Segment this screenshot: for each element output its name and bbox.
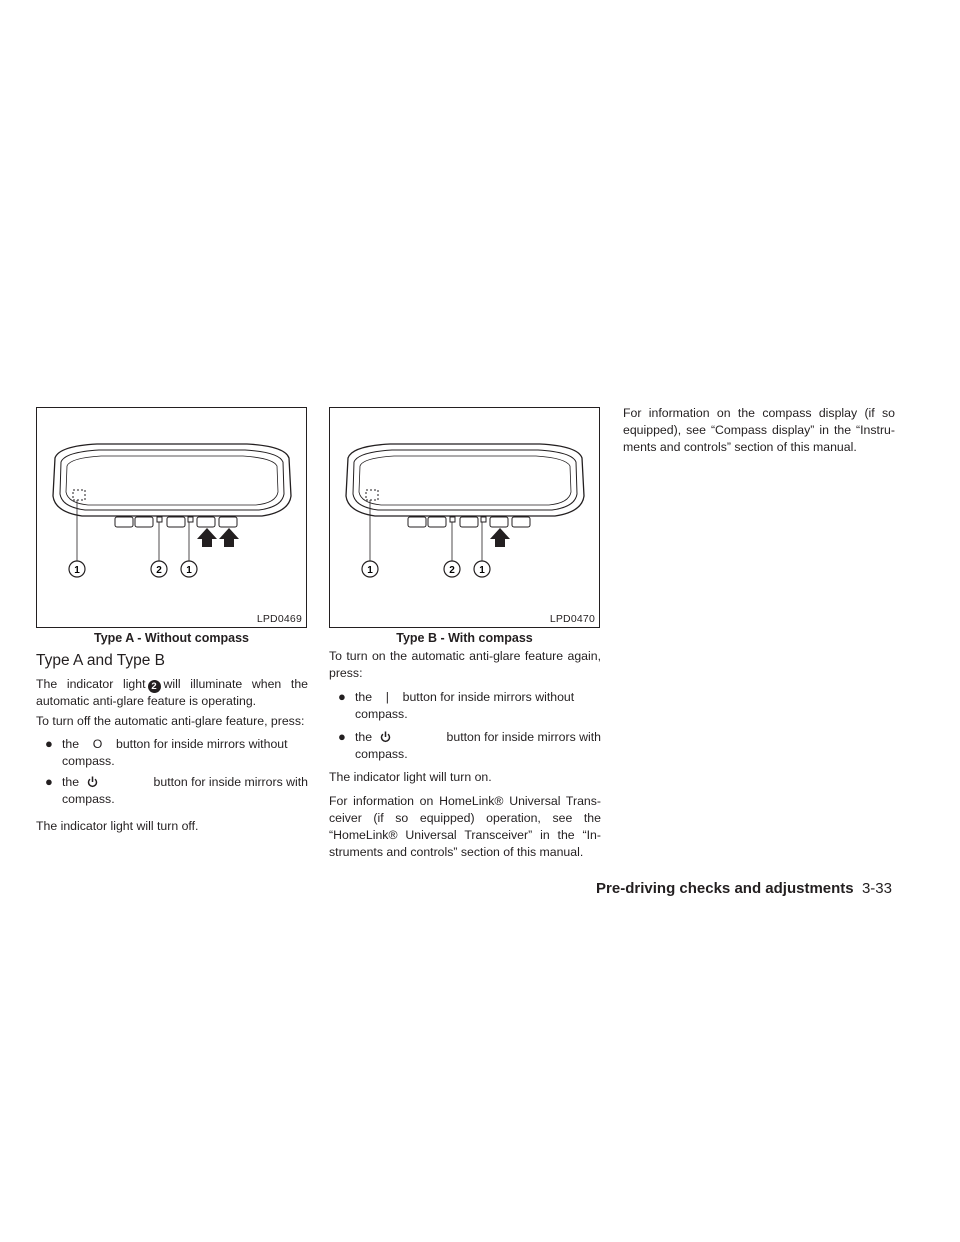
bullet: ● bbox=[338, 729, 346, 744]
callout-2: 2 bbox=[449, 565, 455, 576]
bullet-text bbox=[355, 689, 601, 723]
text: The indicator light bbox=[36, 677, 146, 691]
text: will illuminate when the automatic anti-glare feature is operating. bbox=[36, 677, 308, 708]
text: button for inside mirrors with bbox=[446, 730, 601, 744]
text: compass. bbox=[355, 747, 408, 761]
figure-code: LPD0469 bbox=[256, 613, 302, 625]
figure-type-b bbox=[329, 407, 600, 628]
bullet-text bbox=[62, 736, 308, 770]
power-icon bbox=[87, 776, 98, 788]
text: compass. bbox=[62, 754, 115, 768]
arrow-up-icon bbox=[197, 528, 217, 547]
paragraph-turn-off: To turn off the automatic anti-glare feature, press: bbox=[36, 714, 305, 728]
text: compass. bbox=[355, 707, 408, 721]
paragraph-light-off: The indicator light will turn off. bbox=[36, 819, 199, 833]
paragraph-light-on: The indicator light will turn on. bbox=[329, 770, 492, 784]
figure-caption: Type A - Without compass bbox=[94, 631, 249, 645]
paragraph-compass: For information on the compass display (if so equipped), see “Compass display” in the “Instru- ments and controls” section of this manual. bbox=[623, 406, 895, 454]
callout-1: 1 bbox=[479, 565, 485, 576]
footer-section-title: Pre-driving checks and adjustments bbox=[596, 880, 854, 897]
arrow-up-icon bbox=[219, 528, 239, 547]
text: the | button for inside mirrors without bbox=[355, 690, 575, 704]
section-heading: Type A and Type B bbox=[36, 652, 165, 669]
bullet: ● bbox=[338, 689, 346, 704]
text: the O button for inside mirrors without bbox=[62, 737, 288, 751]
text: button for inside mirrors with bbox=[153, 775, 308, 789]
paragraph-indicator bbox=[36, 676, 308, 710]
bullet-text bbox=[62, 774, 308, 808]
callout-1: 1 bbox=[186, 565, 192, 576]
figure-caption: Type B - With compass bbox=[396, 631, 533, 645]
mirror-illustration-type-a bbox=[37, 408, 306, 627]
page-number: 3-33 bbox=[861, 880, 892, 897]
callout-2: 2 bbox=[148, 680, 161, 693]
bullet-text bbox=[355, 729, 601, 763]
page-footer bbox=[596, 880, 892, 897]
power-icon bbox=[380, 731, 391, 743]
bullet: ● bbox=[45, 736, 53, 751]
bullet: ● bbox=[45, 774, 53, 789]
figure-code: LPD0470 bbox=[549, 613, 595, 625]
arrow-up-icon bbox=[490, 528, 510, 547]
paragraph-turn-on: To turn on the automatic anti-glare feature again, press: bbox=[329, 649, 601, 680]
callout-1: 1 bbox=[74, 565, 80, 576]
text: the bbox=[355, 730, 373, 744]
mirror-illustration-type-b bbox=[330, 408, 599, 627]
paragraph-homelink: For information on HomeLink® Universal Trans- ceiver (if so equipped) operation, see the “HomeLink® Universal Transceiver” in the “In- struments and controls” section of this manual. bbox=[329, 794, 601, 859]
text: the bbox=[62, 775, 80, 789]
figure-type-a bbox=[36, 407, 307, 628]
callout-2: 2 bbox=[156, 565, 162, 576]
callout-1: 1 bbox=[367, 565, 373, 576]
text: compass. bbox=[62, 792, 115, 806]
